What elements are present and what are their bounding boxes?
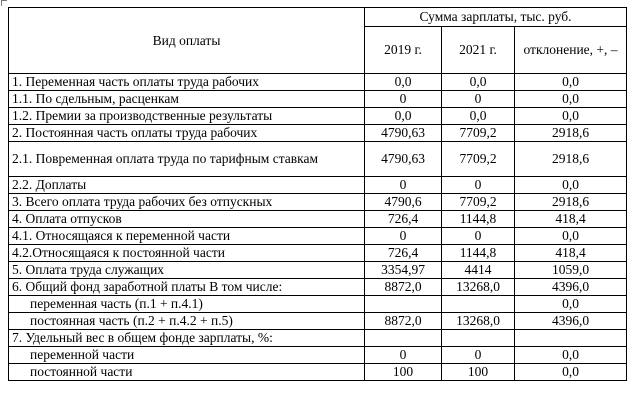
value-deviation: 0,0 [515,347,627,364]
value-deviation: 2918,6 [515,125,627,142]
row-label: 2. Постоянная часть оплаты труда рабочих [9,125,365,142]
value-2019: 0 [365,228,442,245]
value-2019: 726,4 [365,211,442,228]
value-2021: 0 [442,347,515,364]
table-row [9,313,627,330]
value-2021: 0,0 [442,74,515,91]
row-label: переменной части [9,347,365,364]
value-2019: 4790,6 [365,194,442,211]
value-2019: 8872,0 [365,279,442,296]
header-payment-type: Вид оплаты [9,8,365,74]
page-corner-mark [1,0,7,6]
value-2019: 0 [365,91,442,108]
value-2019: 0 [365,177,442,194]
table-row [9,262,627,279]
row-label: 2.2. Доплаты [9,177,365,194]
value-2021 [442,330,515,347]
row-label: 1.1. По сдельным, расценкам [9,91,365,108]
value-2021: 0,0 [442,108,515,125]
row-label: 5. Оплата труда служащих [9,262,365,279]
value-2021: 0 [442,91,515,108]
row-label: 4.1. Относящаяся к переменной части [9,228,365,245]
table-row [9,74,627,91]
value-deviation: 2918,6 [515,194,627,211]
value-deviation: 4396,0 [515,279,627,296]
value-2019 [365,296,442,313]
row-label: 4.2.Относящаяся к постоянной части [9,245,365,262]
value-2021: 100 [442,364,515,381]
value-2019: 3354,97 [365,262,442,279]
row-label: 6. Общий фонд заработной платы В том числе: [9,279,365,296]
value-deviation: 0,0 [515,296,627,313]
row-label: постоянной части [9,364,365,381]
table-row [9,245,627,262]
document-page [8,7,626,408]
value-2021: 4414 [442,262,515,279]
salary-table [8,7,627,381]
row-label: 1.2. Премии за производственные результаты [9,108,365,125]
table-row [9,177,627,194]
value-deviation: 0,0 [515,364,627,381]
value-2021: 7709,2 [442,142,515,177]
value-2019: 4790,63 [365,142,442,177]
header-salary-sum: Сумма зарплаты, тыс. руб. [365,8,627,27]
value-2021: 1144,8 [442,211,515,228]
value-2019: 100 [365,364,442,381]
value-2019: 0 [365,347,442,364]
header-year-2021: 2021 г. [442,27,515,74]
value-2021: 13268,0 [442,313,515,330]
value-deviation: 0,0 [515,177,627,194]
value-2021: 7709,2 [442,194,515,211]
table-row [9,142,627,177]
value-deviation: 0,0 [515,228,627,245]
table-row [9,125,627,142]
value-deviation: 418,4 [515,211,627,228]
value-2021: 1144,8 [442,245,515,262]
row-label: 3. Всего оплата труда рабочих без отпускных [9,194,365,211]
value-2019 [365,330,442,347]
value-deviation: 0,0 [515,108,627,125]
table-row [9,296,627,313]
table-row [9,347,627,364]
value-deviation: 0,0 [515,91,627,108]
table-row [9,194,627,211]
table-row [9,108,627,125]
value-2019: 8872,0 [365,313,442,330]
row-label: 2.1. Повременная оплата труда по тарифным ставкам [9,142,365,177]
table-row [9,279,627,296]
value-deviation: 2918,6 [515,142,627,177]
row-label: переменная часть (п.1 + п.4.1) [9,296,365,313]
value-2019: 726,4 [365,245,442,262]
table-row [9,364,627,381]
value-2021: 0 [442,177,515,194]
row-label: 7. Удельный вес в общем фонде зарплаты, %: [9,330,365,347]
row-label: 1. Переменная часть оплаты труда рабочих [9,74,365,91]
value-2021: 13268,0 [442,279,515,296]
value-2021 [442,296,515,313]
row-label: постоянная часть (п.2 + п.4.2 + п.5) [9,313,365,330]
header-deviation: отклонение, +, – [515,27,627,74]
value-2019: 0,0 [365,74,442,91]
row-label: 4. Оплата отпусков [9,211,365,228]
table-row [9,228,627,245]
value-2021: 7709,2 [442,125,515,142]
table-row [9,91,627,108]
header-year-2019: 2019 г. [365,27,442,74]
table-row [9,330,627,347]
table-row [9,211,627,228]
value-2019: 0,0 [365,108,442,125]
value-deviation: 418,4 [515,245,627,262]
value-2021: 0 [442,228,515,245]
value-deviation: 0,0 [515,74,627,91]
value-deviation: 4396,0 [515,313,627,330]
value-2019: 4790,63 [365,125,442,142]
value-deviation: 1059,0 [515,262,627,279]
value-deviation [515,330,627,347]
